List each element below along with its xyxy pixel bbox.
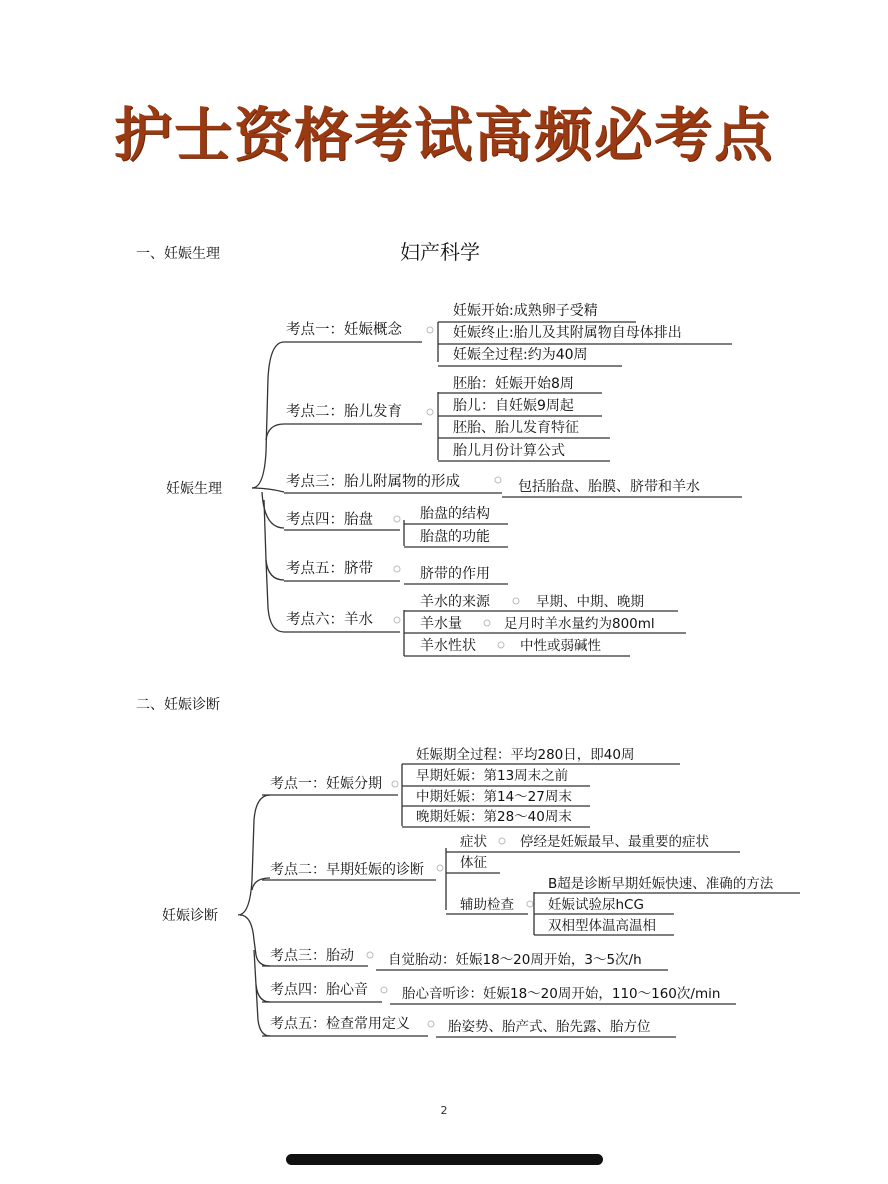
tree2-point-1-item-1: 妊娠期全过程：平均280日，即40周 — [416, 747, 635, 763]
tree2-point-3-label: 考点三：胎动 — [270, 948, 354, 964]
subject-heading: 妇产科学 — [400, 240, 480, 264]
tree2-point-2-item-1-detail: 停经是妊娠最早、最重要的症状 — [520, 834, 709, 850]
tree1-point-1-item-2: 妊娠终止:胎儿及其附属物自母体排出 — [453, 325, 682, 341]
mind-map-tree-2 — [162, 746, 800, 1037]
tree2-point-4-item-1: 胎心音听诊：妊娠18～20周开始，110～160次/min — [402, 986, 721, 1002]
tree2-point-2-subitem-2: 妊娠试验尿hCG — [548, 897, 644, 913]
tree1-point-6-item-3: 羊水性状 — [420, 638, 476, 654]
tree2-point-1-item-2: 早期妊娠：第13周末之前 — [416, 768, 569, 784]
tree2-point-2-item-3: 辅助检查 — [460, 897, 514, 913]
tree1-point-2-item-2: 胎儿：自妊娠9周起 — [453, 398, 574, 414]
tree2-point-4-label: 考点四：胎心音 — [270, 982, 368, 998]
tree2-point-1-item-3: 中期妊娠：第14～27周末 — [416, 789, 572, 805]
home-indicator[interactable] — [286, 1154, 603, 1165]
tree2-point-1-label: 考点一：妊娠分期 — [270, 776, 382, 792]
tree1-point-2-item-4: 胎儿月份计算公式 — [453, 443, 565, 459]
tree2-point-5-label: 考点五：检查常用定义 — [270, 1016, 410, 1032]
tree1-point-6-item-1-detail: 早期、中期、晚期 — [536, 594, 644, 610]
section-heading-1: 一、妊娠生理 — [136, 246, 220, 262]
tree1-point-5-item-1: 脐带的作用 — [420, 566, 490, 582]
tree1-point-1-item-3: 妊娠全过程:约为40周 — [453, 347, 588, 363]
tree2-point-2-subitem-1: B超是诊断早期妊娠快速、准确的方法 — [548, 876, 774, 892]
tree1-point-6-label: 考点六：羊水 — [286, 612, 373, 628]
tree2-root: 妊娠诊断 — [162, 908, 218, 924]
tree1-point-4-item-1: 胎盘的结构 — [420, 506, 490, 522]
tree1-point-1-label: 考点一：妊娠概念 — [286, 322, 402, 338]
tree1-point-3-item-1: 包括胎盘、胎膜、脐带和羊水 — [518, 479, 700, 495]
mind-map-tree-1 — [166, 302, 742, 656]
tree2-point-2-subitem-3: 双相型体温高温相 — [548, 918, 656, 934]
tree2-point-5-item-1: 胎姿势、胎产式、胎先露、胎方位 — [448, 1019, 651, 1035]
tree2-point-3-item-1: 自觉胎动：妊娠18～20周开始，3～5次/h — [388, 952, 642, 968]
tree2-point-2-item-1: 症状 — [460, 834, 487, 850]
tree1-point-6-item-2: 羊水量 — [420, 616, 462, 632]
tree1-root: 妊娠生理 — [166, 481, 222, 497]
tree1-point-4-label: 考点四：胎盘 — [286, 512, 373, 528]
tree1-point-6-item-2-detail: 足月时羊水量约为800ml — [504, 616, 655, 632]
tree1-point-3-label: 考点三：胎儿附属物的形成 — [286, 474, 460, 490]
tree1-point-6-item-1: 羊水的来源 — [420, 594, 490, 610]
tree1-point-2-item-1: 胚胎：妊娠开始8周 — [453, 376, 574, 392]
tree1-point-5-label: 考点五：脐带 — [286, 561, 373, 577]
tree1-point-4-item-2: 胎盘的功能 — [420, 529, 490, 545]
tree2-point-2-label: 考点二：早期妊娠的诊断 — [270, 862, 424, 878]
page-title: 护士资格考试高频必考点 — [113, 101, 774, 169]
tree1-point-2-item-3: 胚胎、胎儿发育特征 — [453, 420, 579, 436]
tree2-point-2-item-2: 体征 — [460, 855, 487, 871]
tree2-point-1-item-4: 晚期妊娠：第28～40周末 — [416, 809, 572, 825]
page-number: 2 — [440, 1104, 448, 1117]
section-heading-2: 二、妊娠诊断 — [136, 697, 220, 713]
tree1-point-6-item-3-detail: 中性或弱碱性 — [520, 638, 601, 654]
tree1-point-1-item-1: 妊娠开始:成熟卵子受精 — [453, 303, 598, 319]
tree1-point-2-label: 考点二：胎儿发育 — [286, 404, 402, 420]
